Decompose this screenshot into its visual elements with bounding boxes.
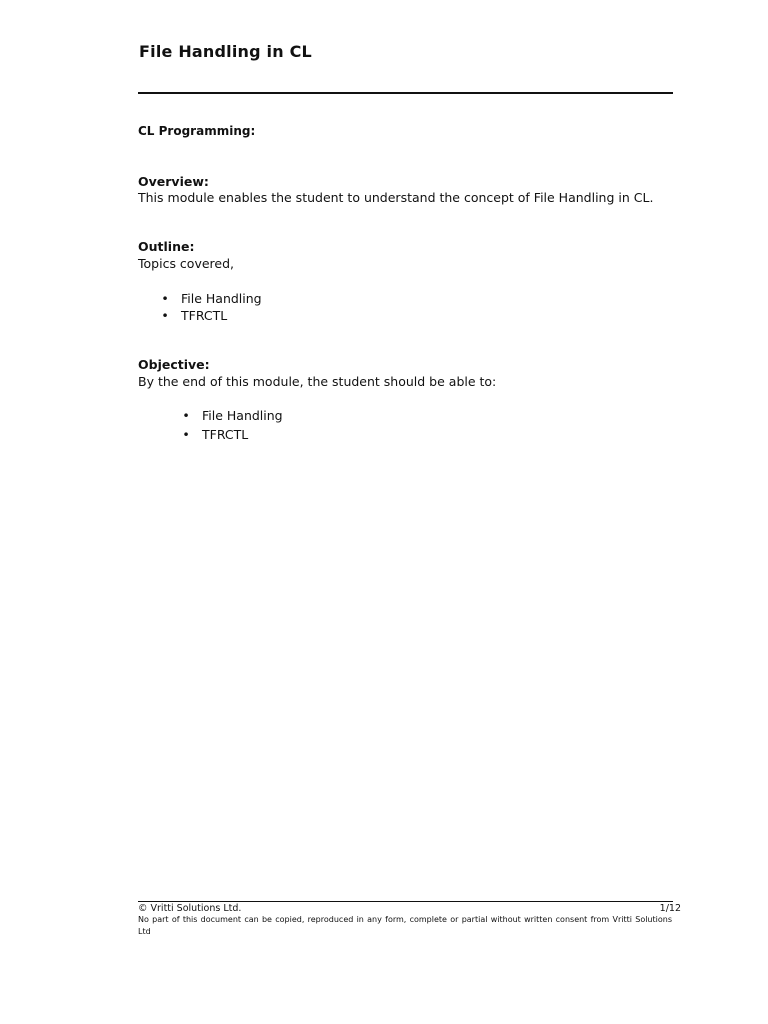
cl-programming-heading: CL Programming: bbox=[138, 124, 256, 138]
objective-list bbox=[180, 406, 283, 444]
title-divider bbox=[138, 92, 673, 94]
outline-intro: Topics covered, bbox=[138, 256, 234, 271]
outline-item-label: TFRCTL bbox=[181, 308, 228, 323]
bullet-icon: • bbox=[182, 427, 190, 442]
page-title: File Handling in CL bbox=[139, 42, 312, 61]
outline-item-label: File Handling bbox=[181, 291, 262, 306]
objective-item-label: TFRCTL bbox=[202, 427, 249, 442]
footer-notice: No part of this document can be copied, reproduced in any form, complete or partial without written consent from Vritti Solutions Ltd bbox=[138, 915, 672, 936]
bullet-icon: • bbox=[161, 291, 169, 306]
bullet-icon: • bbox=[161, 308, 169, 323]
outline-heading: Outline: bbox=[138, 239, 195, 254]
list-item bbox=[180, 406, 283, 425]
objective-item-label: File Handling bbox=[202, 408, 283, 423]
footer-divider bbox=[138, 901, 673, 902]
page-number: 1/12 bbox=[659, 903, 681, 914]
footer-copyright: © Vritti Solutions Ltd. bbox=[138, 903, 242, 914]
outline-list bbox=[159, 290, 262, 324]
overview-heading: Overview: bbox=[138, 174, 209, 189]
bullet-icon: • bbox=[182, 408, 190, 423]
objective-heading: Objective: bbox=[138, 357, 210, 372]
list-item bbox=[159, 307, 262, 324]
list-item bbox=[159, 290, 262, 307]
overview-text: This module enables the student to understand the concept of File Handling in CL. bbox=[138, 190, 654, 205]
objective-intro: By the end of this module, the student should be able to: bbox=[138, 374, 497, 389]
list-item bbox=[180, 425, 283, 444]
